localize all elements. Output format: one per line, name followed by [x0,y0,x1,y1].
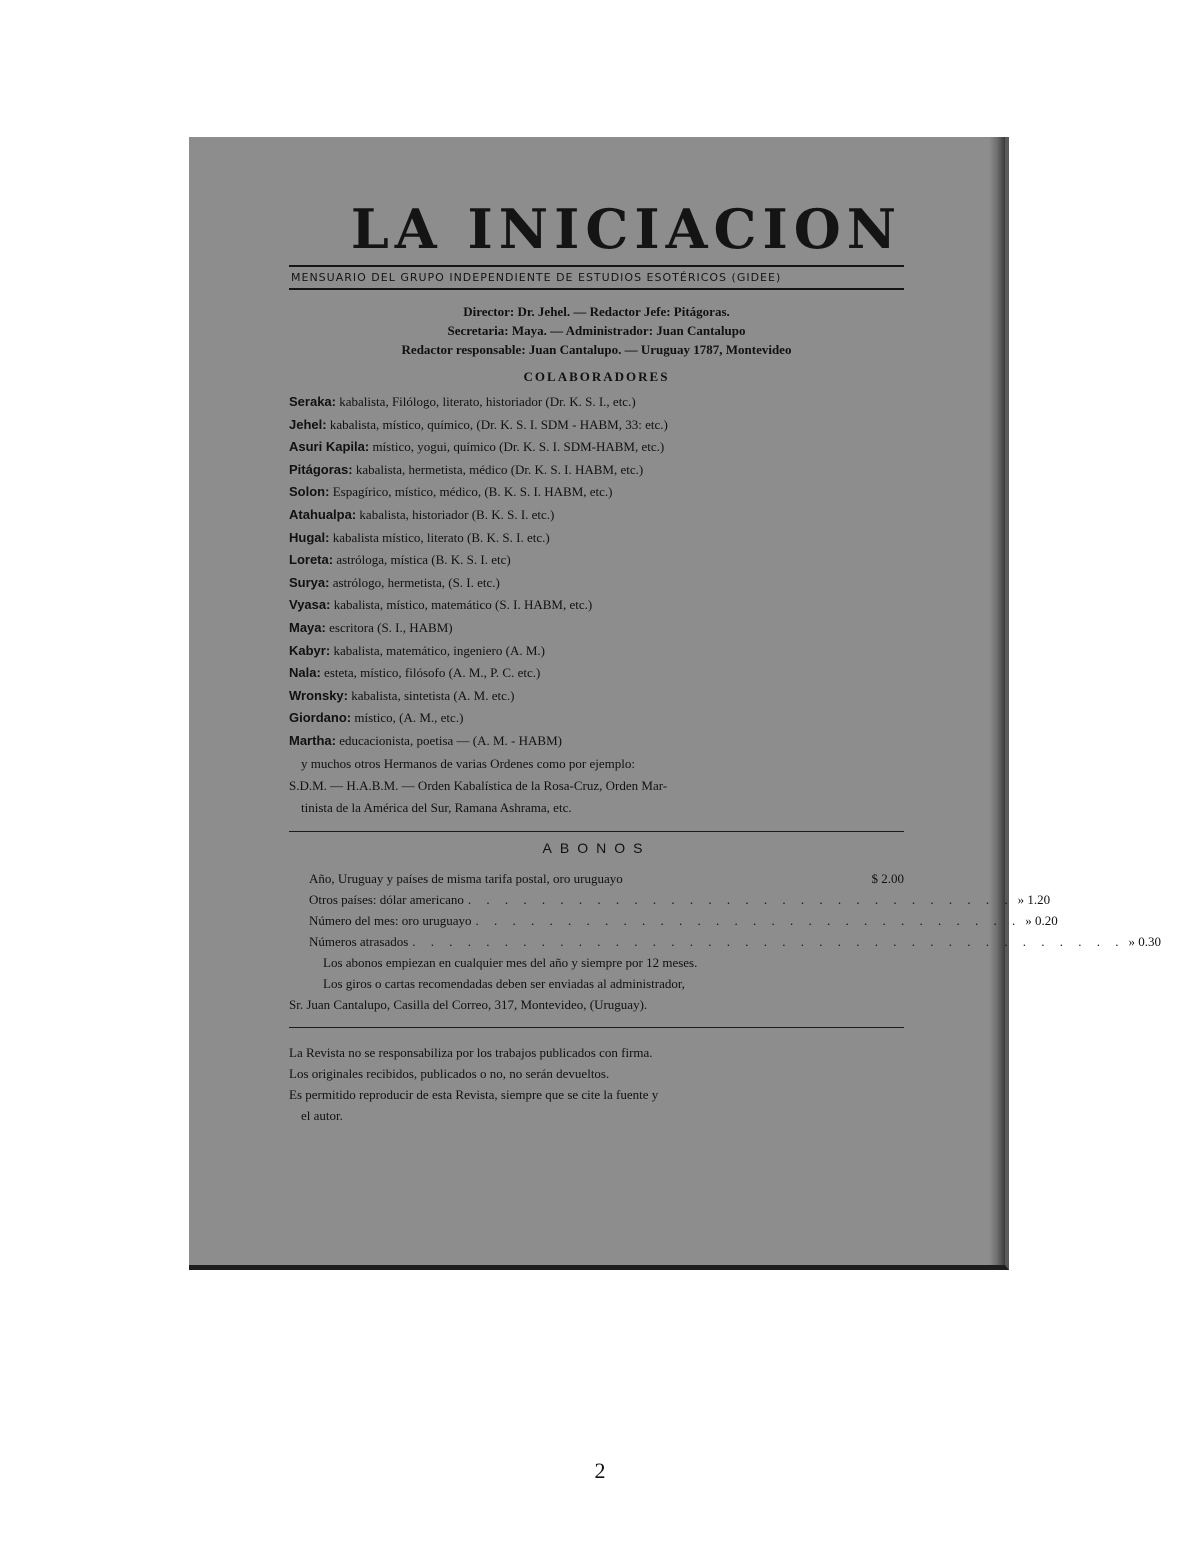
collaborator-name: Martha: [289,732,336,748]
collaborator-name: Surya: [289,574,330,590]
dot-leader [623,868,844,889]
collaborator-desc: kabalista, hermetista, médico (Dr. K. S. I. HABM, etc.) [355,461,644,477]
collaborator-name: Asuri Kapila: [289,439,370,455]
collaborator-item [289,662,904,685]
collaborator-name: Giordano: [289,710,352,726]
tail-line: S.D.M. — H.A.B.M. — Orden Kabalística de la Rosa-Cruz, Orden Mar- [289,777,668,793]
collaborator-desc: místico, yogui, químico (Dr. K. S. I. SDM-HABM, etc.) [372,439,665,455]
collaborators-list [289,391,904,753]
collaborator-desc: kabalista místico, literato (B. K. S. I. etc.) [332,529,550,545]
abonos-note: Sr. Juan Cantalupo, Casilla del Correo, 317, Montevideo, (Uruguay). [289,996,648,1012]
price-row [289,931,1162,952]
section-divider [289,831,904,832]
collaborator-desc: kabalista, historiador (B. K. S. I. etc.) [359,506,555,522]
collaborator-desc: Espagírico, místico, médico, (B. K. S. I. HABM, etc.) [332,484,613,500]
collaborator-item [289,549,904,572]
section-divider [289,1027,904,1028]
collaborator-item [289,594,904,617]
collaborator-desc: educacionista, poetisa — (A. M. - HABM) [339,732,562,748]
tail-line: y muchos otros Hermanos de varias Ordenes como por ejemplo: [301,755,635,771]
footer-note: La Revista no se responsabiliza por los trabajos publicados con firma. [289,1044,653,1060]
price-row [289,910,1058,931]
staff-line: Redactor responsable: Juan Cantalupo. — Uruguay 1787, Montevideo [401,342,792,357]
price-label: Otros países: dólar americano [309,891,464,907]
collaborator-desc: kabalista, matemático, ingeniero (A. M.) [333,642,545,658]
collaborator-name: Solon: [289,484,330,500]
collaborator-name: Seraka: [289,394,336,409]
collaborator-name: Atahualpa: [289,506,357,522]
collaborator-item [289,685,904,708]
staff-line: Secretaria: Maya. — Administrador: Juan Cantalupo [447,323,746,338]
price-row [289,868,904,889]
abonos-note: Los giros o cartas recomendadas deben ser enviadas al administrador, [323,975,685,991]
collaborator-name: Maya: [289,619,326,635]
collaborator-desc: escritora (S. I., HABM) [329,619,453,635]
collaborator-name: Jehel: [289,416,327,432]
collaborators-heading: COLABORADORES [523,369,670,384]
masthead-subtitle: MENSUARIO DEL GRUPO INDEPENDIENTE DE ESTUDIOS ESOTÉRICOS (GIDEE) [289,265,904,290]
price-amount: $ 2.00 [871,870,904,886]
collaborator-item [289,572,904,595]
dot-leader: . . . . . . . . . . . . . . . . . . . . . . . . . . . . . . . . . . . . . . . [412,933,1125,949]
collaborator-name: Nala: [289,665,321,681]
footer-note: Es permitido reproducir de esta Revista, siempre que se cite la fuente y [289,1086,659,1102]
collaborator-item [289,640,904,663]
price-label: Número del mes: oro uruguayo [309,912,472,928]
price-row [289,889,1051,910]
collaborator-item [289,527,904,550]
abonos-price-list [289,868,1162,1015]
collaborator-item [289,730,904,753]
staff-block [289,302,904,359]
price-label: Año, Uruguay y países de misma tarifa postal, oro uruguayo [309,870,623,886]
collaborator-desc: kabalista, místico, matemático (S. I. HABM, etc.) [333,597,593,613]
collaborator-desc: kabalista, místico, químico, (Dr. K. S. I. SDM - HABM, 33: etc.) [329,416,668,432]
collaborator-name: Vyasa: [289,597,331,613]
tail-line: tinista de la América del Sur, Ramana Ashrama, etc. [301,799,572,815]
collaborator-item [289,391,904,414]
collaborator-name: Kabyr: [289,642,331,658]
footer-notes [289,1042,904,1126]
price-amount: » 0.30 [1128,933,1162,949]
collaborator-desc: kabalista, sintetista (A. M. etc.) [351,687,515,703]
collaborator-item [289,481,904,504]
collaborators-tail [289,753,904,819]
collaborator-item [289,436,904,459]
footer-note: Los originales recibidos, publicados o no, no serán devueltos. [289,1065,610,1081]
collaborator-item [289,459,904,482]
masthead-title: LA INICIACION [350,197,903,261]
collaborator-desc: místico, (A. M., etc.) [354,710,464,726]
collaborator-name: Wronsky: [289,687,348,703]
collaborator-item [289,707,904,730]
dot-leader: . . . . . . . . . . . . . . . . . . . . . . . . . . . . . . [475,912,1022,928]
price-amount: » 0.20 [1025,912,1058,928]
collaborator-desc: esteta, místico, filósofo (A. M., P. C. etc.) [324,665,541,681]
collaborator-name: Loreta: [289,552,334,568]
collaborator-desc: astróloga, mística (B. K. S. I. etc) [336,552,511,568]
page-content [289,197,1162,1126]
page-number: 2 [594,1458,606,1483]
footer-note: el autor. [301,1107,343,1123]
book-spine-shadow [989,137,1005,1265]
collaborator-item [289,414,904,437]
collaborator-desc: kabalista, Filólogo, literato, historiador (Dr. K. S. I., etc.) [339,394,636,409]
abonos-note: Los abonos empiezan en cualquier mes del año y siempre por 12 meses. [323,954,698,970]
collaborator-name: Hugal: [289,529,330,545]
collaborator-item [289,504,904,527]
staff-line: Director: Dr. Jehel. — Redactor Jefe: Pitágoras. [463,304,730,319]
collaborator-desc: astrólogo, hermetista, (S. I. etc.) [332,574,500,590]
price-label: Números atrasados [309,933,409,949]
scanned-page-image [189,137,1162,1270]
collaborator-item [289,617,904,640]
price-amount: » 1.20 [1017,891,1051,907]
collaborator-name: Pitágoras: [289,461,353,477]
dot-leader: . . . . . . . . . . . . . . . . . . . . . . . . . . . . . . [467,891,1014,907]
abonos-heading: ABONOS [542,839,651,856]
